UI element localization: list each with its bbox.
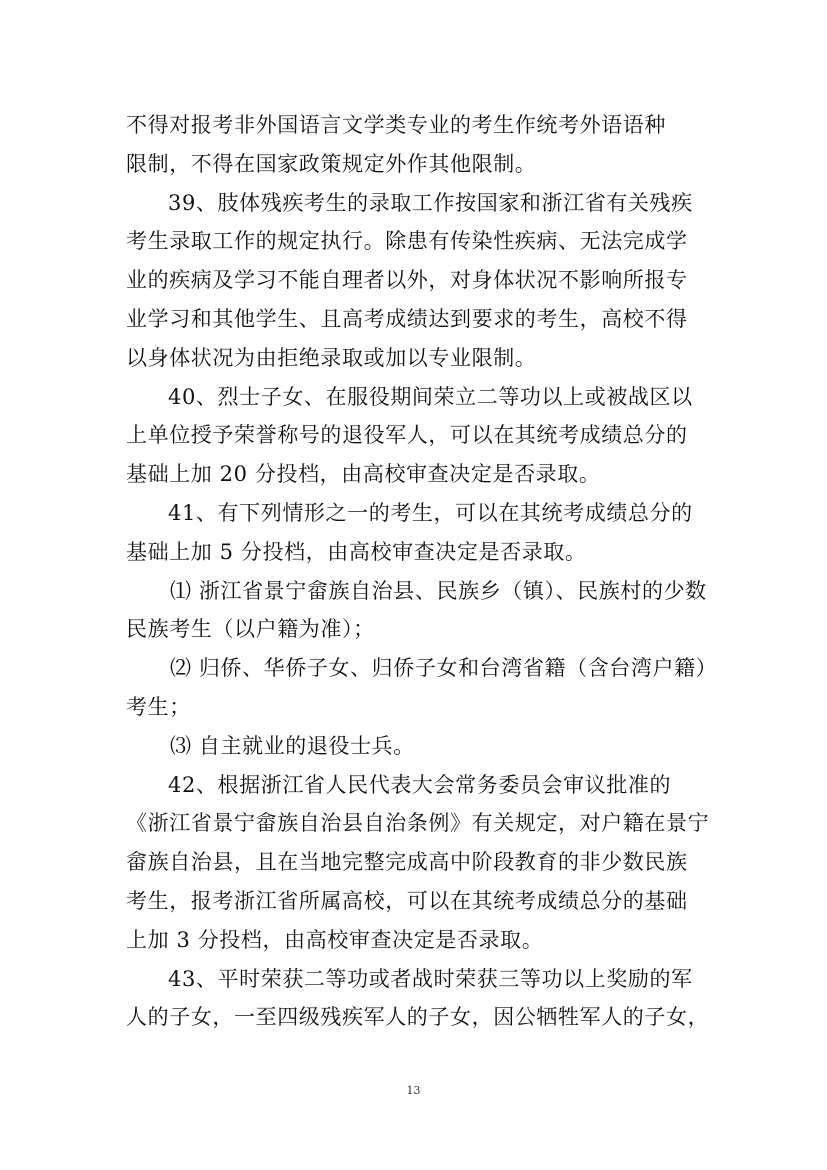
text-line: 上单位授予荣誉称号的退役军人，可以在其统考成绩总分的 [126,423,688,448]
text-line: 业的疾病及学习不能自理者以外，对身体状况不影响所报专 [126,268,688,293]
text-line: 业学习和其他学生、且高考成绩达到要求的考生，高校不得 [126,306,688,331]
text-line: 基础上加 20 分投档，由高校审查决定是否录取。 [126,462,601,487]
list-item-line: ⑴ 浙江省景宁畲族自治县、民族乡（镇）、民族村的少数 [170,578,707,603]
text-line: 39、肢体残疾考生的录取工作按国家和浙江省有关残疾 [168,190,693,215]
text-line: 不得对报考非外国语言文学类专业的考生作统考外语语种 [126,113,666,137]
text-line: 限制，不得在国家政策规定外作其他限制。 [126,151,537,176]
text-line: 41、有下列情形之一的考生，可以在其统考成绩总分的 [168,500,693,525]
text-line: 以身体状况为由拒绝录取或加以专业限制。 [126,345,537,370]
text-line: 42、根据浙江省人民代表大会常务委员会审议批准的 [168,772,672,797]
text-line: 《浙江省景宁畲族自治县自治条例》有关规定，对户籍在景宁 [126,811,710,836]
text-line: 上加 3 分投档，由高校审查决定是否录取。 [126,927,544,952]
text-line: 基础上加 5 分投档，由高校审查决定是否录取。 [126,539,587,564]
page-number: 13 [406,1084,421,1097]
text-line: 畲族自治县，且在当地完整完成高中阶段教育的非少数民族 [126,850,688,875]
text-line: 考生，报考浙江省所属高校，可以在其统考成绩总分的基础 [126,888,688,913]
text-line: 考生； [126,694,191,719]
text-line: 人的子女，一至四级残疾军人的子女，因公牺牲军人的子女， [126,1005,710,1030]
text-line: 考生录取工作的规定执行。除患有传染性疾病、无法完成学 [126,229,688,254]
body-text [126,106,718,1037]
list-item-line: ⑵ 归侨、华侨子女、归侨子女和台湾省籍（含台湾户籍） [170,656,718,681]
text-line: 43、平时荣获二等功或者战时荣获三等功以上奖励的军 [168,966,693,991]
list-item-line: ⑶ 自主就业的退役士兵。 [170,733,415,758]
text-line: 民族考生（以户籍为准）； [126,617,375,642]
text-line: 40、烈士子女、在服役期间荣立二等功以上或被战区以 [168,384,693,409]
